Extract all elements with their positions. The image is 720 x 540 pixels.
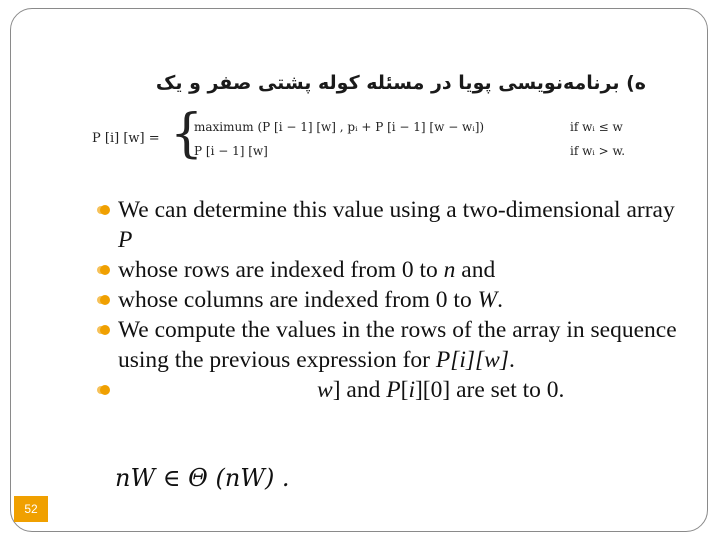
bullet-text: We can determine this value using a two-dimensional array P	[118, 197, 675, 253]
bullet-item	[100, 195, 690, 255]
bullet-icon	[100, 295, 110, 305]
formula-condition-2: if wᵢ > w.	[570, 144, 626, 158]
bullet-icon	[100, 205, 110, 215]
bullet-item	[100, 315, 690, 375]
page-number: 52	[14, 496, 48, 522]
recurrence-formula	[92, 104, 662, 174]
formula-brace: {	[170, 104, 204, 164]
bullet-icon	[100, 265, 110, 275]
bullet-item	[100, 375, 690, 405]
bullet-text: whose columns are indexed from 0 to W.	[118, 287, 504, 313]
bullet-list	[100, 195, 690, 405]
bullet-text: We compute the values in the rows of the array in sequence using the previous expression for P[i][w].	[118, 317, 677, 373]
bullet-item	[100, 255, 690, 285]
formula-case-2: P [i − 1] [w]	[194, 144, 268, 158]
bullet-icon	[100, 385, 110, 395]
formula-case-1: maximum (P [i − 1] [w] , pᵢ + P [i − 1] [w − wᵢ])	[194, 120, 485, 134]
formula-condition-1: if wᵢ ≤ w	[570, 120, 623, 134]
bullet-icon	[100, 325, 110, 335]
formula-lhs: P [i] [w] =	[92, 131, 160, 146]
slide-title: ه) برنامه‌نویسی پویا در مسئله کوله پشتی صفر و یک	[155, 72, 646, 94]
bullet-item	[100, 285, 690, 315]
bullet-text: whose rows are indexed from 0 to n and	[118, 257, 496, 283]
bullet-text: w] and P[i][0] are set to 0.	[317, 377, 565, 403]
complexity-formula-overlay: nW ∈ Θ (nW) .	[115, 458, 351, 498]
